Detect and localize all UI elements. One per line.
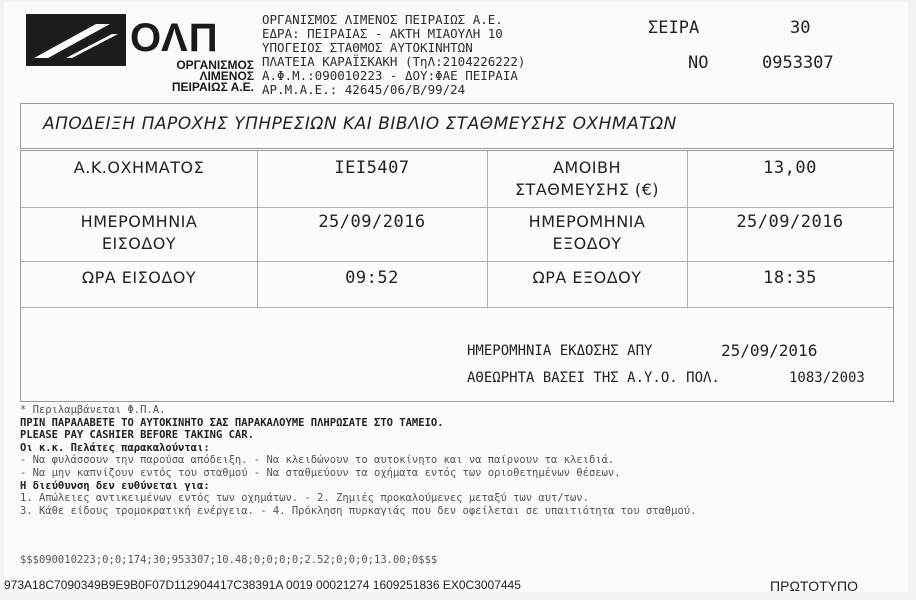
- org-line: ΠΛΑΤΕΙΑ ΚΑΡΑΪΣΚΑΚΗ (ΤηΛ:2104226222): [262, 54, 526, 69]
- organization-info: [262, 13, 525, 97]
- exemption-label: ΑΘΕΩΡΗΤΑ ΒΑΣΕΙ ΤΗΣ Α.Υ.Ο. ΠΟΛ.: [467, 370, 720, 386]
- parking-details-table: [20, 150, 894, 402]
- pay-notice-english: PLEASE PAY CASHIER BEFORE TAKING CAR.: [20, 429, 254, 442]
- exit-date-label: ΗΜΕΡΟΜΗΝΙΑ ΕΞΟΔΟΥ: [528, 212, 646, 253]
- customers-heading: Οι κ.κ. Πελάτες παρακαλούνται:: [20, 441, 210, 454]
- entry-time-value: 09:52: [345, 268, 399, 288]
- row-divider: [21, 261, 893, 262]
- plate-value: ΙΕΙ5407: [334, 158, 410, 178]
- series-value: 30: [790, 18, 811, 38]
- series-label: ΣΕΙΡΑ: [648, 18, 700, 38]
- customers-instruction: - Να φυλάσσουν την παρούσα απόδειξη. - Να κλειδώνουν το αυτοκίνητο και να παίρνουν τα κλειδιά.: [20, 454, 615, 467]
- org-line: ΕΔΡΑ: ΠΕΙΡΑΙΑΣ - ΑΚΤΗ ΜΙΑΟΥΛΗ 10: [262, 26, 503, 41]
- org-line: ΑΡ.Μ.Α.Ε.: 42645/06/Β/99/24: [262, 82, 466, 97]
- customers-instruction: - Να μην καπνίζουν εντός του σταθμού - Να σταθμεύουν τα οχήματα εντός των οριοθετημένων θέσεων.: [20, 466, 621, 479]
- number-label: ΝΟ: [688, 53, 709, 73]
- org-line: ΥΠΟΓΕΙΟΣ ΣΤΑΘΜΟΣ ΑΥΤΟΚΙΝΗΤΩΝ: [262, 40, 473, 55]
- logo-emblem-icon: [26, 14, 126, 66]
- olp-logo: [26, 14, 254, 92]
- liability-item: 3. Κάθε είδους τρομοκρατική ενέργεια. - 4. Πρόκληση πυρκαγιάς που δεν οφείλεται σε υπαιτιότητα του σταθμού.: [20, 504, 697, 517]
- exit-date-value: 25/09/2016: [736, 212, 844, 232]
- row-divider: [21, 207, 893, 208]
- original-copy-label: ΠΡΩΤΟΤΥΠΟ: [770, 578, 858, 594]
- liability-item: 1. Απώλειες αντικειμένων εντός των οχημάτων. - 2. Ζημιές προκαλούμενες μεταξύ των αυτ/των.: [20, 492, 589, 505]
- receipt-notes: [20, 404, 696, 517]
- entry-date-label: ΗΜΕΡΟΜΗΝΙΑ ΕΙΣΟΔΟΥ: [80, 212, 198, 253]
- logo-wordmark: ΟΛΠ: [130, 16, 219, 60]
- pay-notice-greek: ΠΡΙΝ ΠΑΡΑΛΑΒΕΤΕ ΤΟ ΑΥΤΟΚΙΝΗΤΟ ΣΑΣ ΠΑΡΑΚΑΛΟΥΜΕ ΠΛΗΡΩΣΑΤΕ ΣΤΟ ΤΑΜΕΙΟ.: [20, 416, 444, 429]
- receipt-title: ΑΠΟΔΕΙΞΗ ΠΑΡΟΧΗΣ ΥΠΗΡΕΣΙΩΝ ΚΑΙ ΒΙΒΛΙΟ ΣΤΑΘΜΕΥΣΗΣ ΟΧΗΜΑΤΩΝ: [43, 114, 677, 134]
- fiscal-signature-hash: 973A18C7090349B9E9B0F07D112904417C38391A 0019 00021274 1609251836 EX0C3007445: [4, 578, 521, 592]
- exit-time-value: 18:35: [763, 268, 817, 288]
- vat-note: * Περιλαμβάνεται Φ.Π.Α.: [20, 404, 166, 416]
- org-line: ΟΡΓΑΝΙΣΜΟΣ ΛΙΜΕΝΟΣ ΠΕΙΡΑΙΩΣ Α.Ε.: [262, 12, 503, 27]
- logo-subtitle: ΟΡΓΑΝΙΣΜΟΣ ΛΙΜΕΝΟΣ ΠΕΙΡΑΙΩΣ Α.Ε.: [171, 58, 254, 94]
- liability-heading: Η διεύθυνση δεν ευθύνεται για:: [20, 479, 210, 492]
- fiscal-code-line: $$$090010223;0;0;174;30;953307;10.48;0;0;0;0;2.52;0;0;0;13.00;0$$$: [20, 554, 438, 566]
- entry-time-label: ΩΡΑ ΕΙΣΟΔΟΥ: [81, 268, 197, 287]
- issue-date-label: ΗΜΕΡΟΜΗΝΙΑ ΕΚΔΟΣΗΣ ΑΠΥ: [467, 343, 653, 359]
- fee-label: ΑΜΟΙΒΗ ΣΤΑΘΜΕΥΣΗΣ (€): [514, 158, 660, 199]
- number-value: 0953307: [762, 53, 834, 73]
- plate-label: Α.Κ.ΟΧΗΜΑΤΟΣ: [73, 158, 205, 177]
- issue-date-value: 25/09/2016: [721, 341, 818, 360]
- org-line: Α.Φ.Μ.:090010223 - ΔΟΥ:ΦΑΕ ΠΕΙΡΑΙΑ: [262, 68, 518, 83]
- fee-value: 13,00: [763, 158, 817, 178]
- entry-date-value: 25/09/2016: [318, 212, 426, 232]
- row-divider: [21, 307, 893, 308]
- title-box: [20, 103, 894, 149]
- exemption-value: 1083/2003: [789, 370, 865, 386]
- exit-time-label: ΩΡΑ ΕΞΟΔΟΥ: [532, 268, 642, 287]
